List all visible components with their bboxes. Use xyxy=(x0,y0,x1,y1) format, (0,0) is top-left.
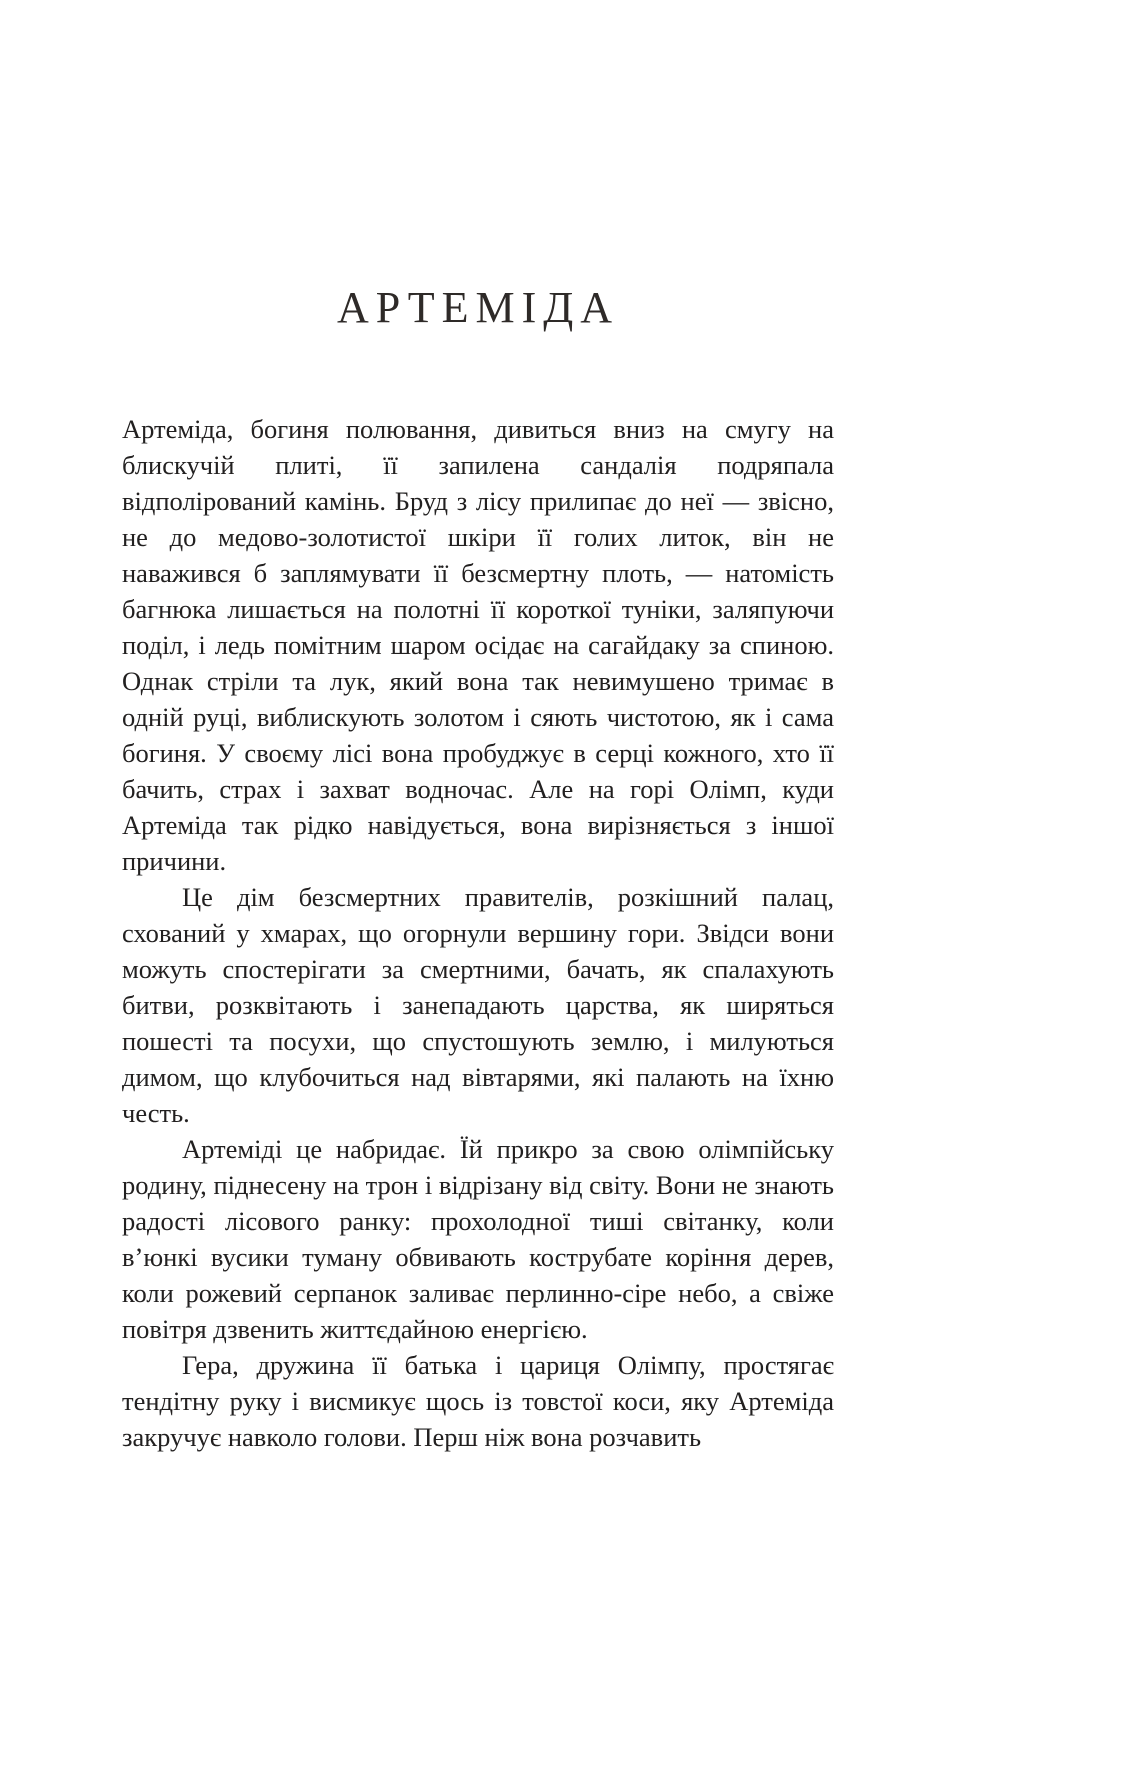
body-text xyxy=(122,411,834,1455)
content-column xyxy=(122,0,834,1455)
chapter-title: АРТЕМІДА xyxy=(336,283,620,332)
paragraph: Гера, дружина її батька і цариця Олімпу, простягає тендітну руку і висмикує щось із товстої коси, яку Артеміда закручує навколо голови. Перш ніж вона розчавить xyxy=(122,1350,834,1452)
paragraph: Артеміда, богиня полювання, дивиться вниз на смугу на блискучій плиті, її запилена сандалія подряпала відполірований камінь. Бруд з лісу прилипає до неї — звісно, не до медово-золотистої шкіри її голих литок, він не наважився б заплямувати її безсмертну плоть, — натомість багнюка лишається на полотні її короткої туніки, заляпуючи поділ, і ледь помітним шаром осідає на сагайдаку за спиною. Однак стріли та лук, який вона так невимушено тримає в одній руці, виблискують золотом і сяють чистотою, як і сама богиня. У своєму лісі вона пробуджує в серці кожного, хто її бачить, страх і захват водночас. Але на горі Олімп, куди Артеміда так рідко навідується, вона вирізняється з іншої причини. xyxy=(122,414,834,876)
paragraph: Артеміді це набридає. Їй прикро за свою олімпійську родину, піднесену на трон і відрізану від світу. Вони не знають радості лісового ранку: прохолодної тиші світанку, коли в’юнкі вусики туману обвивають кострубате коріння дерев, коли рожевий серпанок заливає перлинно-сіре небо, а свіже повітря дзвенить життєдайною енергією. xyxy=(122,1134,834,1344)
paragraph: Це дім безсмертних правителів, розкішний палац, схований у хмарах, що огорнули вершину гори. Звідси вони можуть спостерігати за смертними, бачать, як спалахують битви, розквітають і занепадають царства, як ширяться пошесті та посухи, що спустошують землю, і милуються димом, що клубочиться над вівтарями, які палають на їхню честь. xyxy=(122,882,834,1128)
